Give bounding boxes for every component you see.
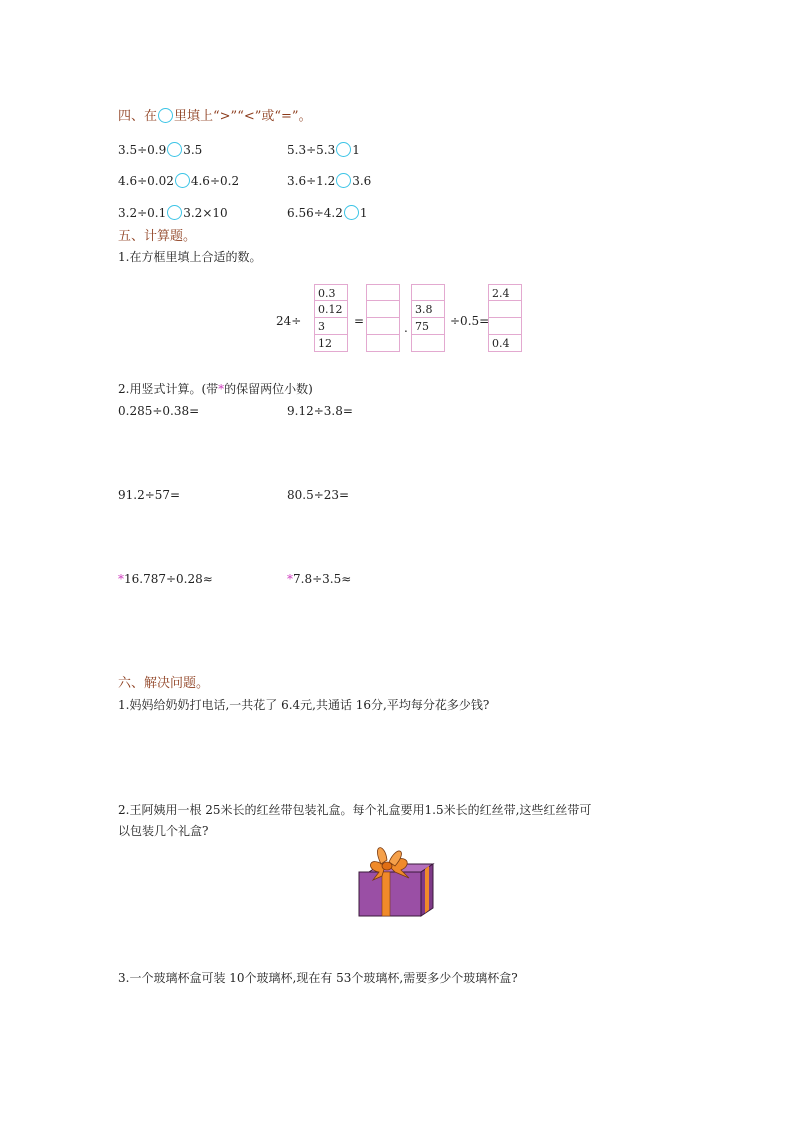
box-cell: 3.8 bbox=[411, 301, 445, 318]
compare-right: 4.6÷0.2 bbox=[190, 174, 240, 188]
answer-circle-icon[interactable] bbox=[344, 205, 359, 220]
answer-circle-icon[interactable] bbox=[175, 173, 190, 188]
box-cell: 75 bbox=[411, 318, 445, 335]
compare-item-5 bbox=[118, 205, 228, 221]
answer-box[interactable] bbox=[366, 284, 400, 301]
section5-title: 五、计算题。 bbox=[118, 229, 197, 244]
equals-sign: = bbox=[354, 314, 365, 328]
box-cell: 0.12 bbox=[314, 301, 348, 318]
compare-right: 1 bbox=[352, 143, 360, 157]
compare-item-4 bbox=[287, 173, 371, 189]
dividend-label: 24÷ bbox=[276, 314, 302, 328]
circle-icon bbox=[158, 108, 173, 123]
gift-box-image bbox=[355, 842, 437, 922]
compare-left: 4.6÷0.02 bbox=[118, 174, 174, 188]
calc-item-starred bbox=[287, 571, 351, 587]
answer-box[interactable] bbox=[366, 301, 400, 318]
calc-text: 7.8÷3.5≈ bbox=[293, 572, 352, 586]
compare-item-3 bbox=[118, 173, 239, 189]
q1-instruction: 1.在方框里填上合适的数。 bbox=[118, 250, 262, 264]
answer-circle-icon[interactable] bbox=[167, 142, 182, 157]
divisor-column bbox=[314, 284, 348, 352]
box-cell: 12 bbox=[314, 335, 348, 352]
section6-title: 六、解决问题。 bbox=[118, 676, 210, 691]
compare-left: 3.6÷1.2 bbox=[287, 174, 336, 188]
answer-box[interactable] bbox=[366, 335, 400, 352]
section4-title bbox=[118, 108, 312, 125]
box-cell: 0.3 bbox=[314, 284, 348, 301]
calc-item: 9.12÷3.8= bbox=[287, 404, 353, 418]
compare-item-1 bbox=[118, 142, 202, 158]
problem-2-line1: 2.王阿姨用一根 25米长的红丝带包装礼盒。每个礼盒要用1.5米长的红丝带,这些红丝带可 bbox=[118, 803, 592, 817]
answer-circle-icon[interactable] bbox=[336, 173, 351, 188]
box-cell: 3 bbox=[314, 318, 348, 335]
compare-left: 6.56÷4.2 bbox=[287, 206, 343, 220]
problem-1: 1.妈妈给奶奶打电话,一共花了 6.4元,共通话 16分,平均每分花多少钱? bbox=[118, 698, 490, 712]
box-cell: 0.4 bbox=[488, 335, 522, 352]
star-mark: * bbox=[287, 572, 293, 586]
compare-right: 3.6 bbox=[352, 174, 372, 188]
star-mark: * bbox=[118, 572, 124, 586]
compare-left: 3.2÷0.1 bbox=[118, 206, 167, 220]
box-cell: 2.4 bbox=[488, 284, 522, 301]
section4-title-pre: 四、在 bbox=[118, 109, 158, 124]
calc-item: 80.5÷23= bbox=[287, 488, 350, 502]
answer-box[interactable] bbox=[411, 335, 445, 352]
compare-item-2 bbox=[287, 142, 360, 158]
star-mark: * bbox=[218, 382, 225, 396]
compare-item-6 bbox=[287, 205, 368, 221]
calc-item: 91.2÷57= bbox=[118, 488, 181, 502]
problem-3: 3.一个玻璃杯盒可装 10个玻璃杯,现在有 53个玻璃杯,需要多少个玻璃杯盒? bbox=[118, 971, 518, 985]
q2-instruction bbox=[118, 381, 313, 397]
q2-text-pre: 2.用竖式计算。(带 bbox=[118, 382, 219, 396]
answer-column-1 bbox=[366, 284, 400, 352]
answer-circle-icon[interactable] bbox=[167, 205, 182, 220]
answer-box[interactable] bbox=[488, 301, 522, 318]
middle-column bbox=[411, 284, 445, 352]
calc-item-starred bbox=[118, 571, 213, 587]
compare-left: 3.5÷0.9 bbox=[118, 143, 167, 157]
answer-circle-icon[interactable] bbox=[336, 142, 351, 157]
answer-box[interactable] bbox=[488, 318, 522, 335]
calc-item: 0.285÷0.38= bbox=[118, 404, 200, 418]
section4-title-post: 里填上“>”“<”或“=”。 bbox=[174, 109, 312, 124]
problem-2-line2: 以包装几个礼盒? bbox=[118, 824, 209, 838]
q2-text-post: 的保留两位小数) bbox=[224, 382, 313, 396]
compare-right: 3.2×10 bbox=[183, 206, 228, 220]
result-column bbox=[488, 284, 522, 352]
answer-box[interactable] bbox=[366, 318, 400, 335]
answer-box[interactable] bbox=[411, 284, 445, 301]
compare-right: 3.5 bbox=[183, 143, 203, 157]
calc-text: 16.787÷0.28≈ bbox=[124, 572, 213, 586]
compare-right: 1 bbox=[359, 206, 368, 220]
compare-left: 5.3÷5.3 bbox=[287, 143, 336, 157]
divide-half-label: ÷0.5= bbox=[450, 314, 490, 328]
dot-mark: . bbox=[404, 321, 408, 335]
